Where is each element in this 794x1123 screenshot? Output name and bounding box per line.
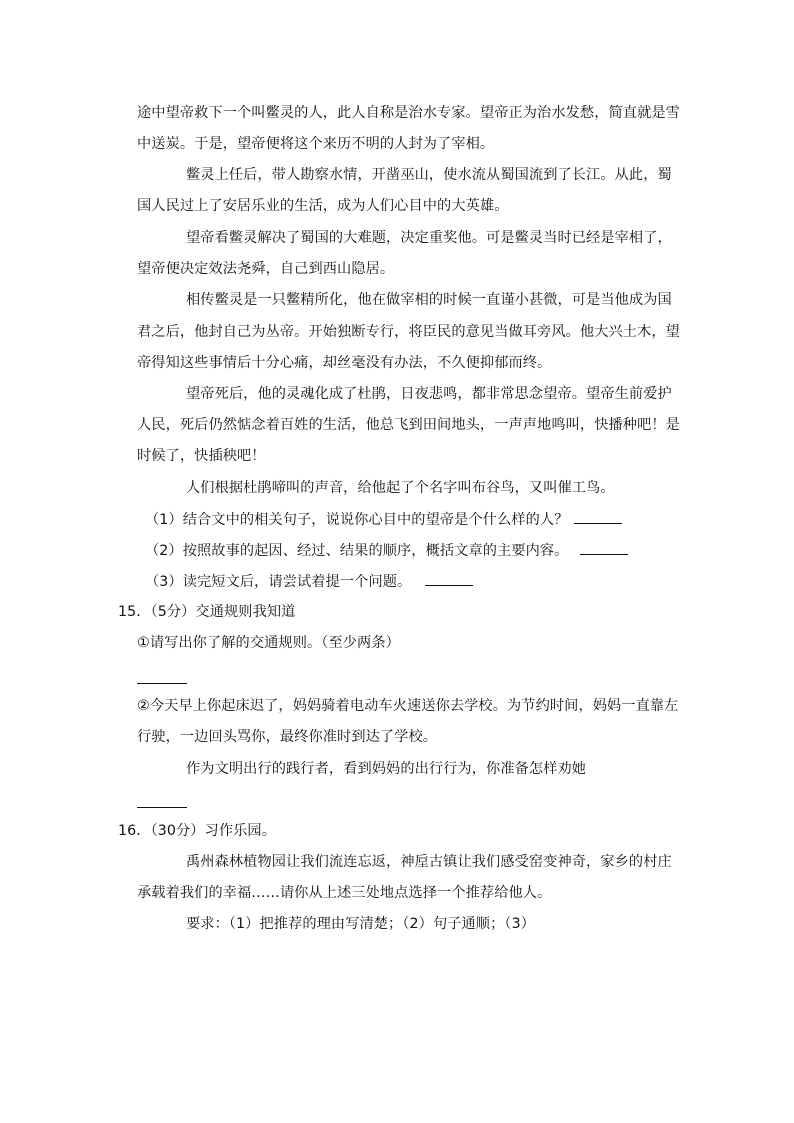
passage-line: 途中望帝救下一个叫鳖灵的人，此人自称是治水专家。望帝正为治水发愁，简直就是雪 xyxy=(137,105,680,121)
question-15-part1: ①请写出你了解的交通规则。（至少两条） xyxy=(137,635,400,651)
question-16-text: 承载着我们的幸福……请你从上述三处地点选择一个推荐给他人。 xyxy=(137,885,552,901)
answer-blank[interactable] xyxy=(425,571,473,586)
passage-line: 望帝看鳖灵解决了蜀国的大难题，决定重奖他。可是鳖灵当时已经是宰相了， xyxy=(186,230,672,246)
passage-line: 时候了，快插秧吧！ xyxy=(137,448,266,464)
question-16-title: 16．（30分）习作乐园。 xyxy=(118,823,276,839)
question-15-part2: 行驶，一边回头骂你，最终你准时到达了学校。 xyxy=(137,729,438,745)
question-14-2 xyxy=(145,540,628,561)
question-15-title: 15．（5分）交通规则我知道 xyxy=(118,604,296,620)
passage-line: 相传鳖灵是一只鳖精所化，他在做宰相的时候一直谨小甚微，可是当他成为国 xyxy=(186,292,672,308)
answer-blank[interactable] xyxy=(574,509,622,524)
passage-line: 国人民过上了安居乐业的生活，成为人们心目中的大英雄。 xyxy=(137,198,509,214)
question-14-1 xyxy=(145,509,622,530)
question-14-3-text: （3）读完短文后，请尝试着提一个问题。 xyxy=(145,574,412,590)
question-15-part2: 作为文明出行的践行者，看到妈妈的出行行为，你准备怎样劝她 xyxy=(186,761,587,777)
passage-line: 君之后，他封自己为丛帝。开始独断专行，将臣民的意见当做耳旁风。他大兴土木，望 xyxy=(137,324,680,340)
question-16-requirements: 要求：（1）把推荐的理由写清楚；（2）句子通顺；（3） xyxy=(186,916,535,932)
question-14-1-text: （1）结合文中的相关句子，说说你心目中的望帝是个什么样的人？ xyxy=(145,512,569,528)
answer-blank[interactable] xyxy=(137,683,187,684)
passage-line: 中送炭。于是，望帝便将这个来历不明的人封为了宰相。 xyxy=(137,136,495,152)
passage-line: 望帝死后，他的灵魂化成了杜鹃，日夜悲鸣，都非常思念望帝。望帝生前爱护 xyxy=(186,386,672,402)
passage-line: 人民，死后仍然惦念着百姓的生活，他总飞到田间地头，一声声地鸣叫，快播种吧！是 xyxy=(137,417,680,433)
question-16-text: 禹州森林植物园让我们流连忘返，神垕古镇让我们感受窑变神奇，家乡的村庄 xyxy=(186,854,672,870)
question-15-part2: ②今天早上你起床迟了，妈妈骑着电动车火速送你去学校。为节约时间，妈妈一直靠左 xyxy=(137,698,679,714)
answer-blank[interactable] xyxy=(580,540,628,555)
question-14-3 xyxy=(145,571,473,592)
passage-line: 鳖灵上任后，带人勘察水情，开凿巫山，使水流从蜀国流到了长江。从此，蜀 xyxy=(186,167,672,183)
answer-blank[interactable] xyxy=(137,807,187,808)
passage-line: 人们根据杜鹃啼叫的声音，给他起了个名字叫布谷鸟，又叫催工鸟。 xyxy=(186,480,615,496)
question-14-2-text: （2）按照故事的起因、经过、结果的顺序，概括文章的主要内容。 xyxy=(145,543,569,559)
passage-line: 帝得知这些事情后十分心痛，却丝毫没有办法，不久便抑郁而终。 xyxy=(137,355,552,371)
passage-line: 望帝便决定效法尧舜，自己到西山隐居。 xyxy=(137,261,395,277)
